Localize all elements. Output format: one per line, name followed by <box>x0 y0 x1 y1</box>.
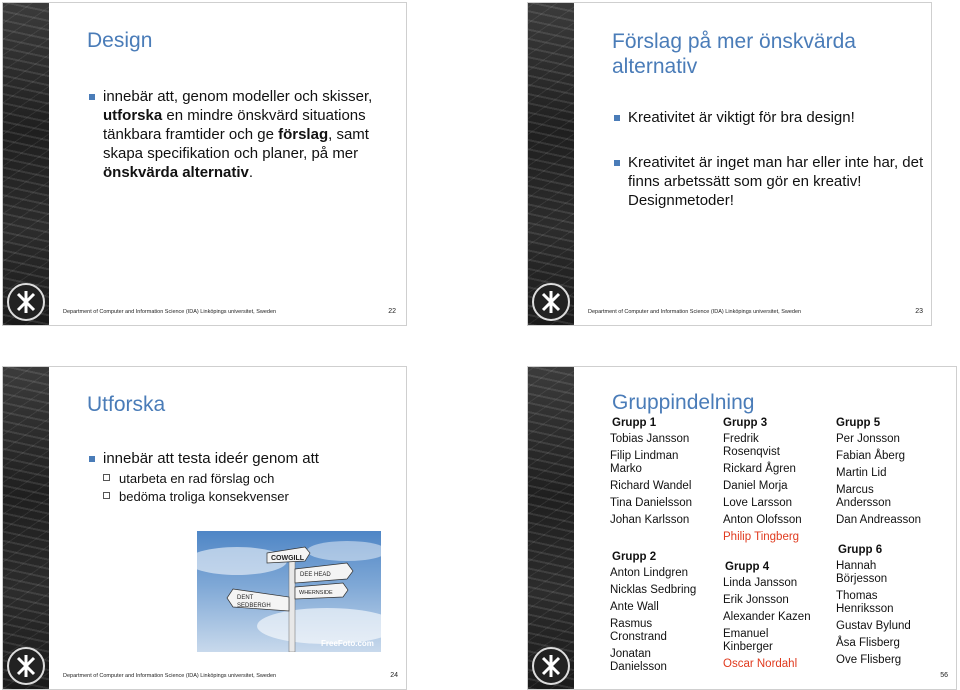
group-member: Erik Jonsson <box>723 594 789 606</box>
slide-title: Design <box>87 29 153 52</box>
subbullet-marker-icon <box>103 474 110 481</box>
slide-title: Förslag på mer önskvärda alternativ <box>612 30 856 78</box>
group-member: Anton Olofsson <box>723 514 802 526</box>
group-column-3 <box>723 417 833 675</box>
sign-cowgill: COWGILL <box>271 555 305 562</box>
subbullet-2: bedöma troliga konsekvenser <box>119 488 289 506</box>
group-member: Martin Lid <box>836 467 887 479</box>
group-heading: Grupp 6 <box>838 544 883 556</box>
slide-gruppindelning <box>527 366 957 690</box>
group-heading: Grupp 2 <box>612 551 657 563</box>
group-member: Johan Karlsson <box>610 514 690 526</box>
group-member: Ante Wall <box>610 601 659 613</box>
group-column-1 <box>610 417 720 678</box>
bullet-marker-icon <box>89 94 95 100</box>
group-member: Gustav Bylund <box>836 620 911 632</box>
page-number: 56 <box>940 672 948 679</box>
group-member: Thomas Henriksson <box>836 590 894 615</box>
group-heading: Grupp 3 <box>723 417 768 429</box>
group-member: Marcus Andersson <box>836 484 891 509</box>
group-member: Tina Danielsson <box>610 497 693 509</box>
sign-whernside: WHERNSIDE <box>299 590 333 596</box>
group-member: Alexander Kazen <box>723 611 811 623</box>
photo-credit: FreeFoto.com <box>321 639 374 648</box>
sign-sedbergh: SEDBERGH <box>237 603 271 609</box>
group-member-highlighted: Philip Tingberg <box>723 531 800 543</box>
bullet-marker-icon <box>614 160 620 166</box>
group-heading: Grupp 1 <box>612 417 657 429</box>
bullet-text: innebär att, genom modeller och skisser, utforska en mindre önskvärd situations tänkbara framtider och ge förslag, samt skapa specifikation och planer, på mer önskvärda alternativ. <box>103 87 403 182</box>
chalkboard-strip <box>528 367 574 689</box>
linkoping-university-logo-icon <box>532 283 570 321</box>
group-member: Tobias Jansson <box>610 433 690 445</box>
slide-footer: Department of Computer and Information Science (IDA) Linköpings universitet, Sweden <box>588 309 802 315</box>
sign-dent: DENT <box>237 595 254 601</box>
group-member: Filip Lindman Marko <box>610 450 679 475</box>
slide-forslag <box>527 2 932 326</box>
slide-design <box>2 2 407 326</box>
slide-title: Utforska <box>87 393 166 416</box>
chalkboard-strip <box>3 367 49 689</box>
subbullet-1: utarbeta en rad förslag och <box>119 470 274 488</box>
group-member: Jonatan Danielsson <box>610 648 667 673</box>
group-member: Rickard Ågren <box>723 463 796 475</box>
group-member-highlighted: Oscar Nordahl <box>723 658 798 670</box>
slide-utforska <box>2 366 407 690</box>
signpost-illustration <box>197 531 381 652</box>
signpost-photo <box>197 531 381 652</box>
chalkboard-strip <box>3 3 49 325</box>
slide-title: Gruppindelning <box>612 391 755 414</box>
group-member: Fredrik Rosenqvist <box>723 433 780 458</box>
group-member: Fabian Åberg <box>836 450 906 462</box>
subbullet-marker-icon <box>103 492 110 499</box>
sign-dee-head: DEE HEAD <box>300 572 331 578</box>
bullet-2: Kreativitet är inget man har eller inte har, det finns arbetssätt som gör en kreativ! Designmetoder! <box>628 153 932 210</box>
page-number: 23 <box>915 308 923 315</box>
group-member: Linda Jansson <box>723 577 798 589</box>
slide-footer: Department of Computer and Information Science (IDA) Linköpings universitet, Sweden <box>63 673 277 679</box>
page-number: 24 <box>390 672 398 679</box>
group-member: Daniel Morja <box>723 480 788 492</box>
group-member: Dan Andreasson <box>836 514 922 526</box>
group-member: Åsa Flisberg <box>836 637 900 649</box>
group-member: Hannah Börjesson <box>836 560 888 585</box>
group-member: Emanuel Kinberger <box>723 628 773 653</box>
bullet-marker-icon <box>614 115 620 121</box>
group-heading: Grupp 5 <box>836 417 881 429</box>
slide-footer: Department of Computer and Information Science (IDA) Linköpings universitet, Sweden <box>63 309 277 315</box>
group-member: Per Jonsson <box>836 433 900 445</box>
bullet-marker-icon <box>89 456 95 462</box>
group-member: Rasmus Cronstrand <box>610 618 667 643</box>
group-member: Ove Flisberg <box>836 654 902 666</box>
group-member: Nicklas Sedbring <box>610 584 697 596</box>
linkoping-university-logo-icon <box>7 283 45 321</box>
chalkboard-strip <box>528 3 574 325</box>
linkoping-university-logo-icon <box>7 647 45 685</box>
bullet-text: innebär att testa ideér genom att <box>103 449 403 468</box>
bullet-1: Kreativitet är viktigt för bra design! <box>628 108 928 127</box>
group-column-5 <box>836 417 946 671</box>
group-member: Richard Wandel <box>610 480 692 492</box>
group-heading: Grupp 4 <box>725 561 770 573</box>
group-member: Love Larsson <box>723 497 793 509</box>
group-member: Anton Lindgren <box>610 567 689 579</box>
linkoping-university-logo-icon <box>532 647 570 685</box>
page-number: 22 <box>388 308 396 315</box>
